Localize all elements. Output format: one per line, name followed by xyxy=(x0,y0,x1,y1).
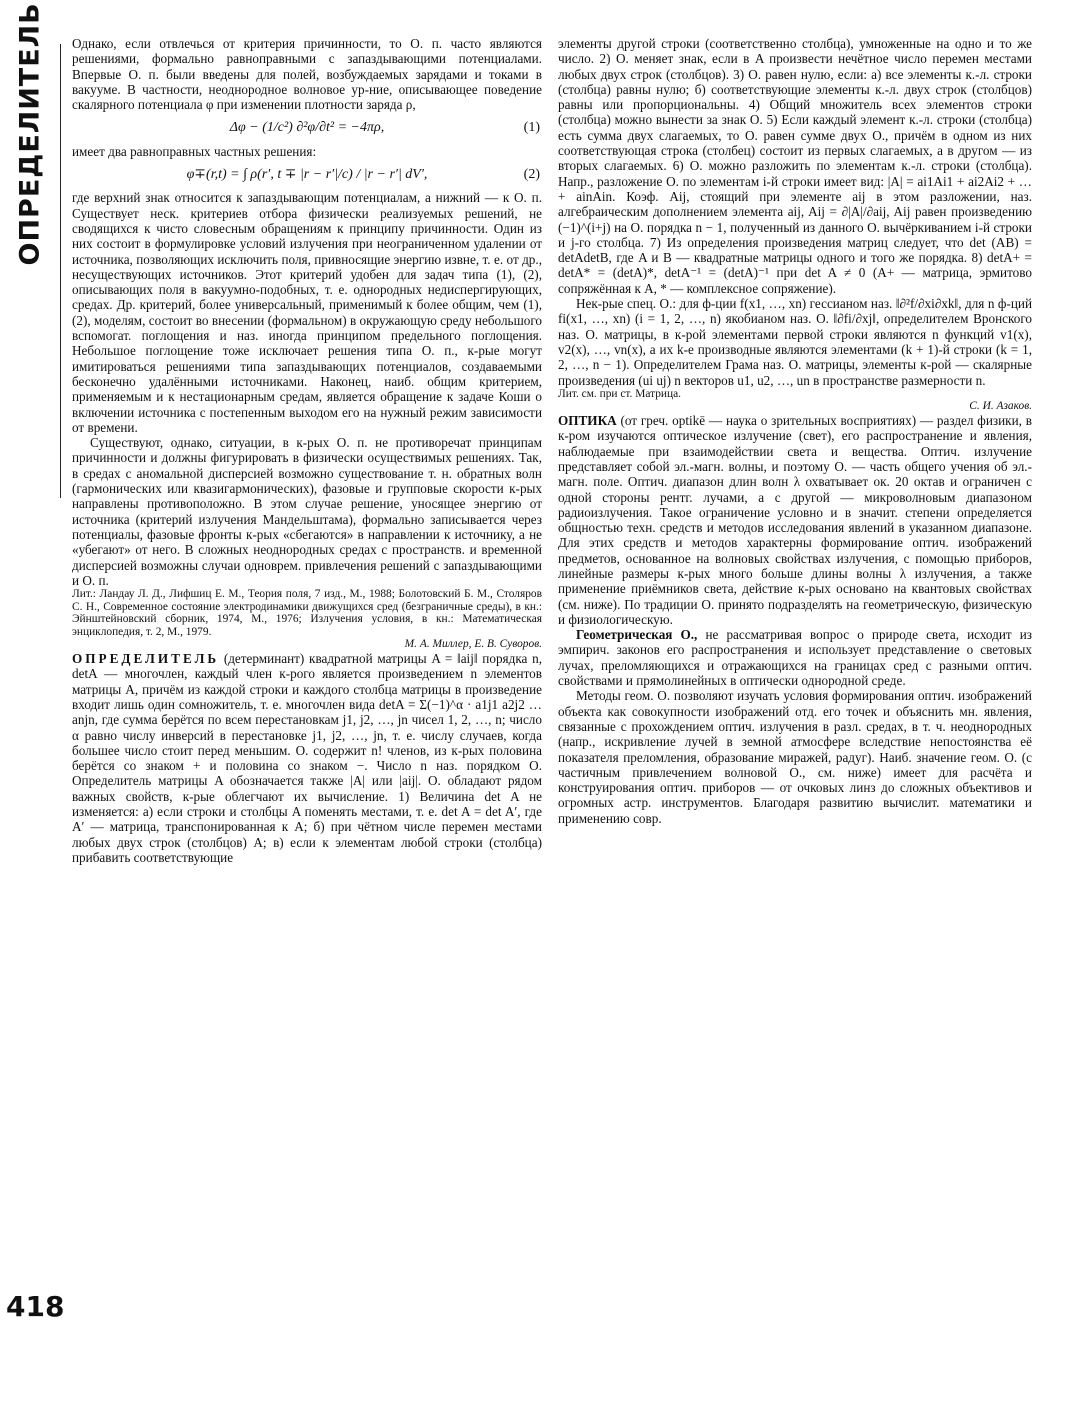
margin-rule xyxy=(60,44,61,498)
paragraph xyxy=(558,627,1032,688)
literature-text: Лит. см. при ст. Матрица. xyxy=(558,387,681,400)
paragraph: Методы геом. О. позволяют изучать условия формирования оптич. изображений объекта как совокупности изображений отд. его точек и объяснить мн. явления, связанные с прохождением оптич. излучения в разл. средах, в т. ч. неоднородных (напр., искривление лучей в земной атмосфере вследствие непостоянства её показателя преломления, образование миражей, радуг). Наиб. значение геом. О. (с частичным привлечением волновой О., см. ниже) имеет для расчёта и конструирования оптич. приборов — от очковых линз до сложных объективов и огромных астр. инструментов. Благодаря развитию вычислит. математики и применению совр. xyxy=(558,688,1032,826)
literature-text: Лит.: Ландау Л. Д., Лифшиц Е. М., Теория поля, 7 изд., М., 1988; Болотовский Б. М., Столяров С. Н., Современное состояние электродинамики движущихся сред (безграничные среды), в кн.: Эйнштейновский сборник, 1974, М., 1976; Излучения условия, в кн.: Математическая энциклопедия, т. 2, М., 1979. xyxy=(72,588,542,638)
running-head-text: ОПРЕДЕЛИТЕЛЬ xyxy=(14,2,46,266)
running-head xyxy=(8,2,48,270)
entry-text: (от греч. optikē — наука о зрительных восприятиях) — раздел физики, в к-ром изучаются оптическое излучение (свет), его распространение и явления, наблюдаемые при взаимодействии света и вещества. Оптич. излучение представляет собой эл.-магн. волны, и поэтому О. — часть общего учения об эл.-магн. поле. Оптич. диапазон длин волн λ охватывает ок. 20 октав и ограничен с одной стороны рентг. лучами, а с другой — микроволновым диапазоном радиоизлучения. Такое ограничение условно и в значит. степени определяется общностью техн. средств и методов исследования явлений в указанном диапазоне. Для этих средств и методов характерны формирование оптич. изображений предметов, основанное на волновых свойствах излучения, с помощью приборов, линейные размеры к-рых много больше длины волны λ излучения, а также применение приёмников света, действие к-рых основано на квантовых свойствах (см. ниже). По традиции О. принято подразделять на геометрическую, физическую и физиологическую. xyxy=(558,413,1032,627)
paragraph: Существуют, однако, ситуации, в к-рых О. п. не противоречат принципам причинности и должны фигурировать в физически осуществимых решениях. Так, в средах с аномальной дисперсией возможно существование т. н. обратных волн (гармонических или квазигармонических), фазовые и групповые скорости к-рых направлены противоположно. В этом случае решение, уносящее энергию от источника (критерий излучения Мандельштама), формально записывается через потенциалы, фазовые фронты к-рых «сбегаются» в направлении к источнику, а не «убегают» от него. В сложных неоднородных средах с пространств. и временной дисперсией возможны случаи одноврем. привлечения решений с запаздывающими и О. п. xyxy=(72,435,542,588)
entry-heading: ОПТИКА xyxy=(558,413,617,429)
equation-number: (2) xyxy=(523,167,540,183)
equation-1 xyxy=(72,120,542,135)
paragraph: Нек-рые спец. О.: для ф-ции f(x1, …, xn) гессианом наз. ‖∂²f/∂xi∂xk‖, для n ф-ций fi(x1, …, xn) (i = 1, 2, …, n) якобианом наз. О. ‖∂fi/∂xj‖, определителем Вронского наз. О. матрицы, в к-рой элементами первой строки являются n функций v1(x), v2(x), …, vn(x), а их k-е производные являются элементами (k + 1)-й строки (k = 1, 2, …, n − 1). Определителем Грама наз. О. матрицы, элементы к-рой — скалярные произведения (ui uj) n векторов u1, u2, …, un в пространстве размерности n. xyxy=(558,296,1032,388)
page-number: 418 xyxy=(6,1290,65,1323)
literature-authors: М. А. Миллер, Е. В. Суворов. xyxy=(404,638,542,651)
paragraph-text: не рассматривая вопрос о природе света, исходит из эмпирич. законов его распространения и использует представление о световых лучах, преломляющихся и отражающихся на границах сред с разными оптич. свойствами и прямолинейных в оптически однородной среде. xyxy=(558,627,1032,689)
paragraph: где верхний знак относится к запаздывающим потенциалам, а нижний — к О. п. Существует неск. критериев отбора физически реализуемых решений, не сводящихся к чисто словесным обращениям к принципу причинности. Один из них состоит в формулировке условий излучения при неограниченном удалении от источника, позволяющих исключить поля, привносящие энергию извне, т. е. от др., несуществующих источников. Этот критерий удобен для задач типа (1), (2), описывающих поля в вакуумно-подобных, т. е. однородных недиспергирующих, средах. Др. критерий, более универсальный, применимый к более общим, чем (1), (2), моделям, состоит во внесении (формальном) в окружающую среду небольшого вспомогат. поглощения и наз. иногда принципом предельного поглощения. Небольшое поглощение тоже исключает решения типа О. п., к-рые могут имитироваться решениями типа запаздывающих потенциалов, создаваемыми бесконечно удалёнными источниками. Наконец, наиб. общим критерием, применяемым и к нестационарным средам, является обращение к задаче Коши о включении источника с постепенным выходом его на нужный режим зависимости от времени. xyxy=(72,190,542,435)
literature xyxy=(72,588,542,651)
entry-text: (детерминант) квадратной матрицы A = ‖aij‖ порядка n, detA — многочлен, каждый член к-рого является произведением n элементов матрицы A, причём из каждой строки и каждого столбца матрицы в произведение входит лишь один сомножитель, т. е. многочлен вида detA = Σ(−1)^α · a1j1 a2j2 … anjn, где сумма берётся по всем перестановкам j1, j2, …, jn чисел 1, 2, …, n; число α равно числу инверсий в перестановке j1, j2, …, jn, т. е. числу случаев, когда большее число стоит перед меньшим. О. содержит n! членов, из к-рых половина берётся со знаком + и половина со знаком −. Число n наз. порядком О. Определитель матрицы A обозначается также |A| или |aij|. О. обладают рядом важных свойств, к-рые облегчают их вычисление. 1) Величина det A не изменяется: а) если строки и столбцы A поменять местами, т. е. det A = det A′, где A′ — матрица, транспонированная к A; б) при чётном числе перемен местами любых двух строк (столбцов) A; в) если к элементам любой строки (столбца) прибавить соответствующие xyxy=(72,651,542,865)
subheading: Геометрическая О., xyxy=(576,627,698,643)
entry-paragraph xyxy=(558,413,1032,627)
equation-text: φ∓(r,t) = ∫ ρ(r′, t ∓ |r − r′|/c) / |r − r′| dV′, xyxy=(186,167,428,183)
equation-number: (1) xyxy=(523,120,540,136)
literature-authors: С. И. Азаков. xyxy=(969,400,1032,413)
paragraph: имеет два равноправных частных решения: xyxy=(72,143,317,159)
left-column xyxy=(72,36,542,865)
equation-2 xyxy=(72,167,542,182)
literature xyxy=(558,388,1032,413)
entry-paragraph xyxy=(72,651,542,865)
right-column xyxy=(558,36,1032,826)
entry-heading: ОПРЕДЕЛИТЕЛЬ xyxy=(72,651,220,667)
paragraph: элементы другой строки (соответственно столбца), умноженные на одно и то же число. 2) О. меняет знак, если в A произвести нечётное число перемен местами любых двух строк (столбцов). 3) О. равен нулю, если: а) все элементы к.-л. строки (столбца) равны нулю; б) соответствующие элементы к.-л. двух строк (столбцов) равны или пропорциональны. 4) Общий множитель всех элементов строки (столбца) можно вынести за знак О. 5) Если каждый элемент к.-л. строки (столбца) есть сумма двух слагаемых, то О. равен сумме двух О., причём в одном из них соответствующая строка (столбец) состоит из первых слагаемых, а в другом — из вторых слагаемых. 6) О. можно разложить по элементам к.-л. строки (столбца). Напр., разложение О. по элементам i-й строки имеет вид: |A| = ai1Ai1 + ai2Ai2 + … + ainAin. Коэф. Aij, стоящий при элементе aij в этом разложении, наз. алгебраическим дополнением элемента aij, Aij = ∂|A|/∂aij, Aij равен произведению (−1)^(i+j) на О. порядка n − 1, полученный из данного О. вычёркиванием i-й строки и j-го столбца. 7) Из определения произведения матриц следует, что det (AB) = detAdetB, где A и B — квадратные матрицы одного и того же порядка. 8) detA+ = detA* = (detA)*, detA⁻¹ = (detA)⁻¹ при det A ≠ 0 (A+ — матрица, эрмитово сопряжённая к A, * — комплексное сопряжение). xyxy=(558,36,1032,296)
paragraph: Однако, если отвлечься от критерия причинности, то О. п. часто являются решениями, формально равноправными с запаздывающими потенциалами. Впервые О. п. были введены для полей, возбуждаемых зарядами и токами в вакууме. В частности, неоднородное волновое ур-ние, описывающее поведение скалярного потенциала φ при изменении плотности заряда ρ, xyxy=(72,36,542,113)
equation-text: Δφ − (1/c²) ∂²φ/∂t² = −4πρ, xyxy=(229,120,385,136)
